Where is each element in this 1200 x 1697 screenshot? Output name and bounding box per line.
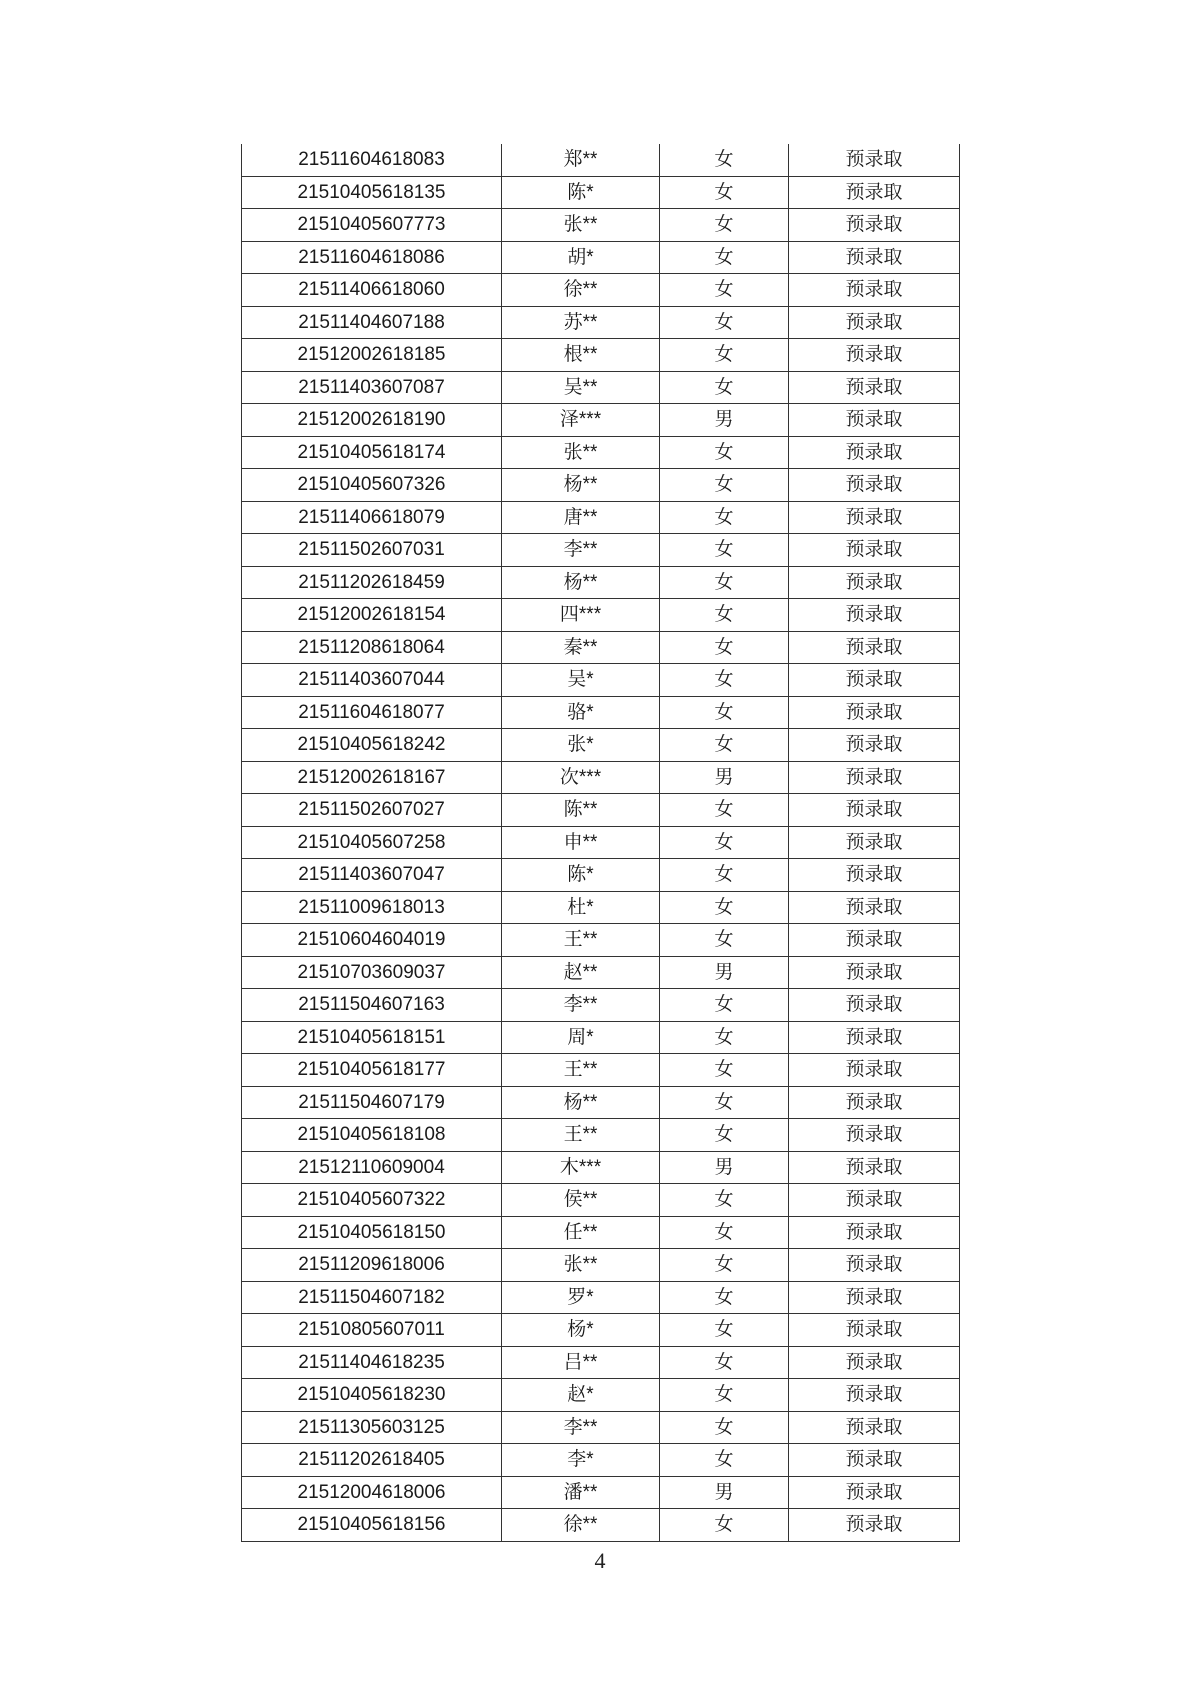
admission-status-cell: 预录取 <box>789 241 960 274</box>
candidate-id-cell: 21511504607179 <box>242 1086 502 1119</box>
admission-status-cell: 预录取 <box>789 501 960 534</box>
table-row <box>242 404 960 437</box>
candidate-id-cell: 21511208618064 <box>242 631 502 664</box>
admission-status-cell: 预录取 <box>789 144 960 176</box>
candidate-sex-cell: 女 <box>660 696 789 729</box>
candidate-id-cell: 21510405618150 <box>242 1216 502 1249</box>
table-row <box>242 1184 960 1217</box>
page-number: 4 <box>594 1548 606 1573</box>
candidate-name-cell: 侯** <box>502 1184 660 1217</box>
candidate-id-cell: 21512002618154 <box>242 599 502 632</box>
candidate-id-cell: 21512002618190 <box>242 404 502 437</box>
candidate-sex-cell: 男 <box>660 956 789 989</box>
table-row <box>242 1054 960 1087</box>
admission-status-cell: 预录取 <box>789 1151 960 1184</box>
candidate-id-cell: 21511504607182 <box>242 1281 502 1314</box>
table-row <box>242 1379 960 1412</box>
table-row <box>242 1444 960 1477</box>
admission-status-cell: 预录取 <box>789 1411 960 1444</box>
candidate-name-cell: 张* <box>502 729 660 762</box>
table-row <box>242 1411 960 1444</box>
admission-status-cell: 预录取 <box>789 209 960 242</box>
candidate-id-cell: 21511404618235 <box>242 1346 502 1379</box>
candidate-name-cell: 张** <box>502 436 660 469</box>
candidate-id-cell: 21511009618013 <box>242 891 502 924</box>
candidate-sex-cell: 女 <box>660 1379 789 1412</box>
admission-status-cell: 预录取 <box>789 1021 960 1054</box>
candidate-id-cell: 21510405618156 <box>242 1509 502 1542</box>
admission-status-cell: 预录取 <box>789 664 960 697</box>
candidate-id-cell: 21510405618151 <box>242 1021 502 1054</box>
candidate-sex-cell: 女 <box>660 144 789 176</box>
candidate-sex-cell: 女 <box>660 566 789 599</box>
table-row <box>242 696 960 729</box>
candidate-name-cell: 秦** <box>502 631 660 664</box>
candidate-sex-cell: 女 <box>660 469 789 502</box>
admission-status-cell: 预录取 <box>789 924 960 957</box>
admission-status-cell: 预录取 <box>789 469 960 502</box>
table-row <box>242 1119 960 1152</box>
table-row <box>242 924 960 957</box>
candidate-sex-cell: 女 <box>660 1249 789 1282</box>
candidate-id-cell: 21511406618060 <box>242 274 502 307</box>
table-row <box>242 306 960 339</box>
candidate-sex-cell: 女 <box>660 274 789 307</box>
candidate-name-cell: 吴** <box>502 371 660 404</box>
table-row <box>242 1346 960 1379</box>
candidate-id-cell: 21512002618167 <box>242 761 502 794</box>
table-row <box>242 956 960 989</box>
table-row <box>242 1509 960 1542</box>
table-row <box>242 1476 960 1509</box>
candidate-id-cell: 21510405618230 <box>242 1379 502 1412</box>
candidate-name-cell: 根** <box>502 339 660 372</box>
candidate-name-cell: 徐** <box>502 1509 660 1542</box>
admission-status-cell: 预录取 <box>789 1054 960 1087</box>
admission-status-cell: 预录取 <box>789 891 960 924</box>
candidate-id-cell: 21511305603125 <box>242 1411 502 1444</box>
admission-status-cell: 预录取 <box>789 436 960 469</box>
table-row <box>242 729 960 762</box>
table-row <box>242 859 960 892</box>
admission-status-cell: 预录取 <box>789 826 960 859</box>
candidate-sex-cell: 男 <box>660 1476 789 1509</box>
candidate-sex-cell: 男 <box>660 404 789 437</box>
candidate-name-cell: 杨** <box>502 1086 660 1119</box>
candidate-name-cell: 次*** <box>502 761 660 794</box>
candidate-id-cell: 21511403607044 <box>242 664 502 697</box>
table-row <box>242 469 960 502</box>
candidate-name-cell: 王** <box>502 1119 660 1152</box>
admission-status-cell: 预录取 <box>789 176 960 209</box>
candidate-id-cell: 21511404607188 <box>242 306 502 339</box>
candidate-name-cell: 申** <box>502 826 660 859</box>
candidate-name-cell: 吴* <box>502 664 660 697</box>
candidate-name-cell: 泽*** <box>502 404 660 437</box>
candidate-id-cell: 21512004618006 <box>242 1476 502 1509</box>
candidate-name-cell: 李** <box>502 1411 660 1444</box>
table-row <box>242 891 960 924</box>
candidate-name-cell: 郑** <box>502 144 660 176</box>
candidate-name-cell: 四*** <box>502 599 660 632</box>
candidate-id-cell: 21510405618108 <box>242 1119 502 1152</box>
table-row <box>242 566 960 599</box>
table-row <box>242 631 960 664</box>
candidate-name-cell: 周* <box>502 1021 660 1054</box>
table-row <box>242 1281 960 1314</box>
candidate-name-cell: 陈** <box>502 794 660 827</box>
table-row <box>242 371 960 404</box>
table-row <box>242 1151 960 1184</box>
candidate-name-cell: 任** <box>502 1216 660 1249</box>
candidate-id-cell: 21510405618177 <box>242 1054 502 1087</box>
candidate-name-cell: 苏** <box>502 306 660 339</box>
table-row <box>242 761 960 794</box>
admission-status-cell: 预录取 <box>789 1249 960 1282</box>
admission-status-cell: 预录取 <box>789 794 960 827</box>
candidate-sex-cell: 女 <box>660 534 789 567</box>
admission-table <box>241 144 960 1542</box>
candidate-id-cell: 21511406618079 <box>242 501 502 534</box>
candidate-sex-cell: 女 <box>660 501 789 534</box>
candidate-name-cell: 王** <box>502 1054 660 1087</box>
candidate-sex-cell: 女 <box>660 1119 789 1152</box>
table-row <box>242 241 960 274</box>
table-row <box>242 826 960 859</box>
admission-status-cell: 预录取 <box>789 534 960 567</box>
admission-status-cell: 预录取 <box>789 989 960 1022</box>
table-row <box>242 534 960 567</box>
table-row <box>242 1216 960 1249</box>
table-row <box>242 436 960 469</box>
candidate-sex-cell: 女 <box>660 1021 789 1054</box>
admission-status-cell: 预录取 <box>789 956 960 989</box>
candidate-sex-cell: 女 <box>660 794 789 827</box>
candidate-id-cell: 21511502607031 <box>242 534 502 567</box>
table-row <box>242 501 960 534</box>
admission-status-cell: 预录取 <box>789 566 960 599</box>
candidate-name-cell: 李** <box>502 989 660 1022</box>
candidate-sex-cell: 女 <box>660 339 789 372</box>
candidate-sex-cell: 女 <box>660 1054 789 1087</box>
candidate-sex-cell: 女 <box>660 306 789 339</box>
table-row <box>242 339 960 372</box>
candidate-id-cell: 21511604618077 <box>242 696 502 729</box>
candidate-name-cell: 杨* <box>502 1314 660 1347</box>
admission-status-cell: 预录取 <box>789 729 960 762</box>
table-row <box>242 209 960 242</box>
admission-status-cell: 预录取 <box>789 599 960 632</box>
admission-status-cell: 预录取 <box>789 339 960 372</box>
candidate-name-cell: 徐** <box>502 274 660 307</box>
admission-status-cell: 预录取 <box>789 1119 960 1152</box>
candidate-id-cell: 21510604604019 <box>242 924 502 957</box>
candidate-id-cell: 21510703609037 <box>242 956 502 989</box>
candidate-name-cell: 胡* <box>502 241 660 274</box>
candidate-sex-cell: 女 <box>660 1346 789 1379</box>
candidate-sex-cell: 女 <box>660 176 789 209</box>
candidate-sex-cell: 女 <box>660 989 789 1022</box>
admission-status-cell: 预录取 <box>789 371 960 404</box>
candidate-name-cell: 杨** <box>502 469 660 502</box>
candidate-name-cell: 木*** <box>502 1151 660 1184</box>
candidate-name-cell: 唐** <box>502 501 660 534</box>
candidate-sex-cell: 女 <box>660 371 789 404</box>
candidate-id-cell: 21510405607773 <box>242 209 502 242</box>
admission-status-cell: 预录取 <box>789 1379 960 1412</box>
candidate-id-cell: 21512110609004 <box>242 1151 502 1184</box>
candidate-sex-cell: 女 <box>660 1509 789 1542</box>
candidate-sex-cell: 女 <box>660 729 789 762</box>
candidate-name-cell: 赵* <box>502 1379 660 1412</box>
table-row <box>242 1249 960 1282</box>
table-row <box>242 176 960 209</box>
candidate-sex-cell: 女 <box>660 826 789 859</box>
candidate-name-cell: 吕** <box>502 1346 660 1379</box>
candidate-name-cell: 杜* <box>502 891 660 924</box>
admission-status-cell: 预录取 <box>789 696 960 729</box>
candidate-id-cell: 21510405607258 <box>242 826 502 859</box>
candidate-sex-cell: 女 <box>660 599 789 632</box>
candidate-sex-cell: 女 <box>660 241 789 274</box>
admission-status-cell: 预录取 <box>789 1184 960 1217</box>
admission-status-cell: 预录取 <box>789 1346 960 1379</box>
candidate-name-cell: 张** <box>502 1249 660 1282</box>
candidate-id-cell: 21511202618459 <box>242 566 502 599</box>
admission-status-cell: 预录取 <box>789 631 960 664</box>
candidate-name-cell: 李** <box>502 534 660 567</box>
candidate-id-cell: 21510405618242 <box>242 729 502 762</box>
candidate-sex-cell: 女 <box>660 891 789 924</box>
candidate-sex-cell: 女 <box>660 1281 789 1314</box>
candidate-name-cell: 李* <box>502 1444 660 1477</box>
candidate-name-cell: 杨** <box>502 566 660 599</box>
candidate-name-cell: 陈* <box>502 859 660 892</box>
candidate-sex-cell: 女 <box>660 664 789 697</box>
candidate-sex-cell: 女 <box>660 436 789 469</box>
candidate-sex-cell: 女 <box>660 631 789 664</box>
admission-status-cell: 预录取 <box>789 1476 960 1509</box>
candidate-sex-cell: 男 <box>660 1151 789 1184</box>
admission-status-cell: 预录取 <box>789 1509 960 1542</box>
admission-status-cell: 预录取 <box>789 404 960 437</box>
table-row <box>242 794 960 827</box>
candidate-name-cell: 陈* <box>502 176 660 209</box>
candidate-sex-cell: 女 <box>660 1411 789 1444</box>
table-row <box>242 664 960 697</box>
candidate-id-cell: 21510405618174 <box>242 436 502 469</box>
candidate-name-cell: 潘** <box>502 1476 660 1509</box>
candidate-sex-cell: 女 <box>660 1086 789 1119</box>
candidate-name-cell: 骆* <box>502 696 660 729</box>
candidate-sex-cell: 女 <box>660 209 789 242</box>
candidate-name-cell: 罗* <box>502 1281 660 1314</box>
candidate-id-cell: 21510405607326 <box>242 469 502 502</box>
table-row <box>242 274 960 307</box>
candidate-id-cell: 21511504607163 <box>242 989 502 1022</box>
admission-status-cell: 预录取 <box>789 274 960 307</box>
candidate-name-cell: 赵** <box>502 956 660 989</box>
candidate-sex-cell: 女 <box>660 1444 789 1477</box>
admission-status-cell: 预录取 <box>789 306 960 339</box>
admission-table-body <box>242 144 960 1541</box>
admission-status-cell: 预录取 <box>789 1314 960 1347</box>
candidate-sex-cell: 女 <box>660 1216 789 1249</box>
candidate-id-cell: 21511604618086 <box>242 241 502 274</box>
table-row <box>242 599 960 632</box>
candidate-id-cell: 21510405607322 <box>242 1184 502 1217</box>
candidate-id-cell: 21511604618083 <box>242 144 502 176</box>
table-row <box>242 1086 960 1119</box>
admission-status-cell: 预录取 <box>789 859 960 892</box>
table-row <box>242 989 960 1022</box>
candidate-name-cell: 王** <box>502 924 660 957</box>
admission-status-cell: 预录取 <box>789 1281 960 1314</box>
table-row <box>242 1314 960 1347</box>
admission-status-cell: 预录取 <box>789 1086 960 1119</box>
admission-status-cell: 预录取 <box>789 761 960 794</box>
candidate-id-cell: 21511403607087 <box>242 371 502 404</box>
candidate-id-cell: 21512002618185 <box>242 339 502 372</box>
candidate-id-cell: 21510805607011 <box>242 1314 502 1347</box>
candidate-id-cell: 21511209618006 <box>242 1249 502 1282</box>
table-row <box>242 144 960 176</box>
candidate-sex-cell: 女 <box>660 1314 789 1347</box>
candidate-sex-cell: 女 <box>660 924 789 957</box>
candidate-name-cell: 张** <box>502 209 660 242</box>
candidate-id-cell: 21511502607027 <box>242 794 502 827</box>
candidate-sex-cell: 男 <box>660 761 789 794</box>
candidate-sex-cell: 女 <box>660 1184 789 1217</box>
candidate-id-cell: 21511403607047 <box>242 859 502 892</box>
admission-status-cell: 预录取 <box>789 1216 960 1249</box>
candidate-id-cell: 21510405618135 <box>242 176 502 209</box>
admission-status-cell: 预录取 <box>789 1444 960 1477</box>
candidate-sex-cell: 女 <box>660 859 789 892</box>
candidate-id-cell: 21511202618405 <box>242 1444 502 1477</box>
table-row <box>242 1021 960 1054</box>
